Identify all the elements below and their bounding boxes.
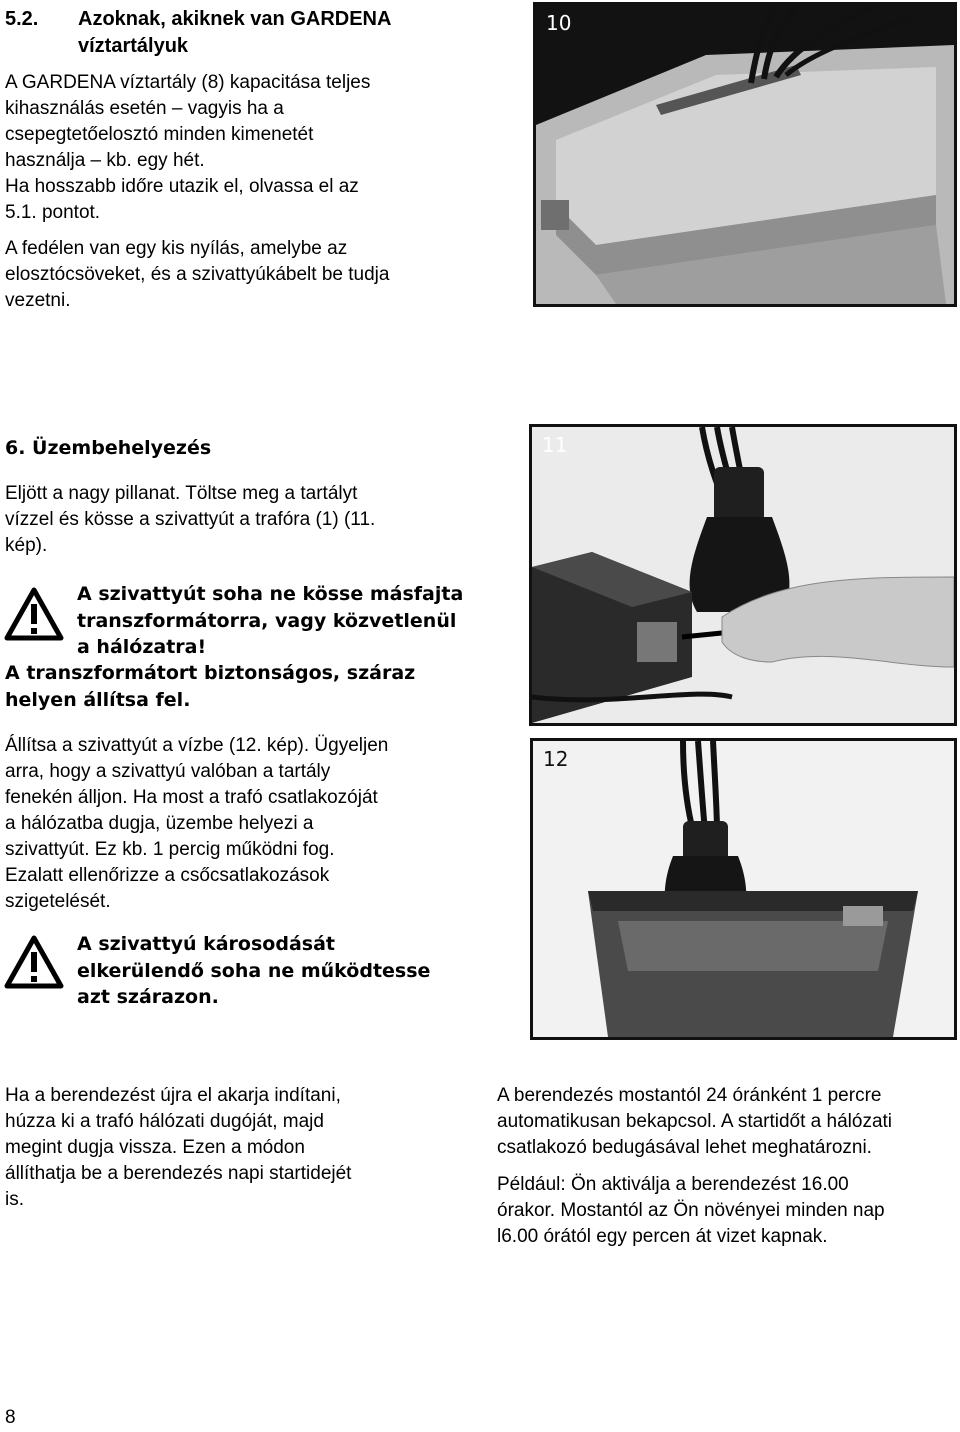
text-line: megint dugja vissza. Ezen a módon (5, 1137, 305, 1158)
bottom-right-paragraph-1 (497, 1083, 892, 1161)
text-line: A szivattyú károsodását (77, 933, 335, 955)
section-6-title: 6. Üzembehelyezés (5, 437, 212, 459)
transformer-pump-illustration (532, 427, 954, 723)
text-line: A transzformátort biztonságos, száraz (5, 662, 416, 684)
section-5-2-paragraph-2 (5, 236, 389, 314)
figure-10-photo (533, 2, 957, 307)
text-line: helyen állítsa fel. (5, 688, 191, 711)
text-line: l6.00 órától egy percen át vizet kapnak. (497, 1226, 828, 1247)
text-line: vezetni. (5, 290, 71, 311)
text-line: arra, hogy a szivattyú valóban a tartály (5, 761, 331, 782)
warning-icon (4, 934, 64, 995)
text-line: kihasználás esetén – vagyis ha a (5, 98, 284, 119)
text-line: A GARDENA víztartály (8) kapacitása teljes (5, 72, 371, 93)
text-line: elosztócsöveket, és a szivattyúkábelt be tudja (5, 264, 390, 285)
text-line: vízzel és kösse a szivattyút a trafóra (1) (11. (5, 509, 376, 530)
section-5-2-title (78, 6, 391, 60)
tank-lid-illustration (536, 5, 954, 304)
title-line: Azoknak, akiknek van GARDENA (78, 8, 392, 30)
title-line: víztartályuk (78, 35, 189, 57)
warning-1-continued (5, 660, 415, 713)
warning-icon (4, 586, 64, 647)
page-number: 8 (5, 1407, 16, 1428)
text-line: órakor. Mostantól az Ön növényei minden nap (497, 1200, 885, 1221)
text-line: Ha a berendezést újra el akarja indítani, (5, 1085, 341, 1106)
figure-number: 12 (543, 747, 569, 771)
text-line: transzformátorra, vagy közvetlenül (77, 609, 457, 632)
warning-2-text (77, 931, 430, 1011)
text-line: A berendezés mostantól 24 óránként 1 percre (497, 1085, 882, 1106)
warning-1-text (77, 581, 463, 661)
text-line: Állítsa a szivattyút a vízbe (12. kép). Ügyeljen (5, 735, 389, 756)
bottom-left-paragraph (5, 1083, 351, 1213)
text-line: Ezalatt ellenőrizze a csőcsatlakozások (5, 865, 330, 886)
text-line: szivattyút. Ez kb. 1 percig működni fog. (5, 839, 335, 860)
text-line: azt szárazon. (77, 986, 219, 1008)
text-line: A fedélen van egy kis nyílás, amelybe az (5, 238, 348, 259)
text-line: szigetelését. (5, 891, 111, 912)
figure-12-photo (530, 738, 957, 1040)
text-line: Például: Ön aktiválja a berendezést 16.00 (497, 1174, 849, 1195)
section-5-2-number: 5.2. (5, 8, 39, 30)
text-line: is. (5, 1189, 24, 1210)
text-line: kép). (5, 535, 48, 556)
section-6-paragraph-1 (5, 481, 375, 559)
text-line: állíthatja be a berendezés napi startidejét (5, 1163, 352, 1184)
text-line: használja – kb. egy hét. (5, 150, 205, 171)
figure-number: 11 (542, 433, 568, 457)
text-line: Eljött a nagy pillanat. Töltse meg a tartályt (5, 483, 358, 504)
section-5-2-paragraph-1 (5, 70, 370, 226)
text-line: csatlakozó bedugásával lehet meghatározni. (497, 1137, 872, 1158)
text-line: A szivattyút soha ne kösse másfajta (77, 583, 464, 605)
text-line: Ha hosszabb időre utazik el, olvassa el az (5, 176, 359, 197)
section-6-paragraph-2 (5, 733, 388, 915)
text-line: automatikusan bekapcsol. A startidőt a hálózati (497, 1111, 893, 1132)
text-line: fenekén álljon. Ha most a trafó csatlakozóját (5, 787, 378, 808)
figure-11-photo (529, 424, 957, 726)
text-line: elkerülendő soha ne működtesse (77, 959, 431, 982)
text-line: húzza ki a trafó hálózati dugóját, majd (5, 1111, 324, 1132)
text-line: 5.1. pontot. (5, 202, 101, 223)
text-line: a hálózatra! (77, 636, 207, 658)
text-line: csepegtetőelosztó minden kimenetét (5, 124, 314, 145)
pump-in-tank-illustration (533, 741, 954, 1037)
bottom-right-paragraph-2 (497, 1172, 885, 1250)
figure-number: 10 (546, 11, 572, 35)
text-line: a hálózatba dugja, üzembe helyezi a (5, 813, 314, 834)
